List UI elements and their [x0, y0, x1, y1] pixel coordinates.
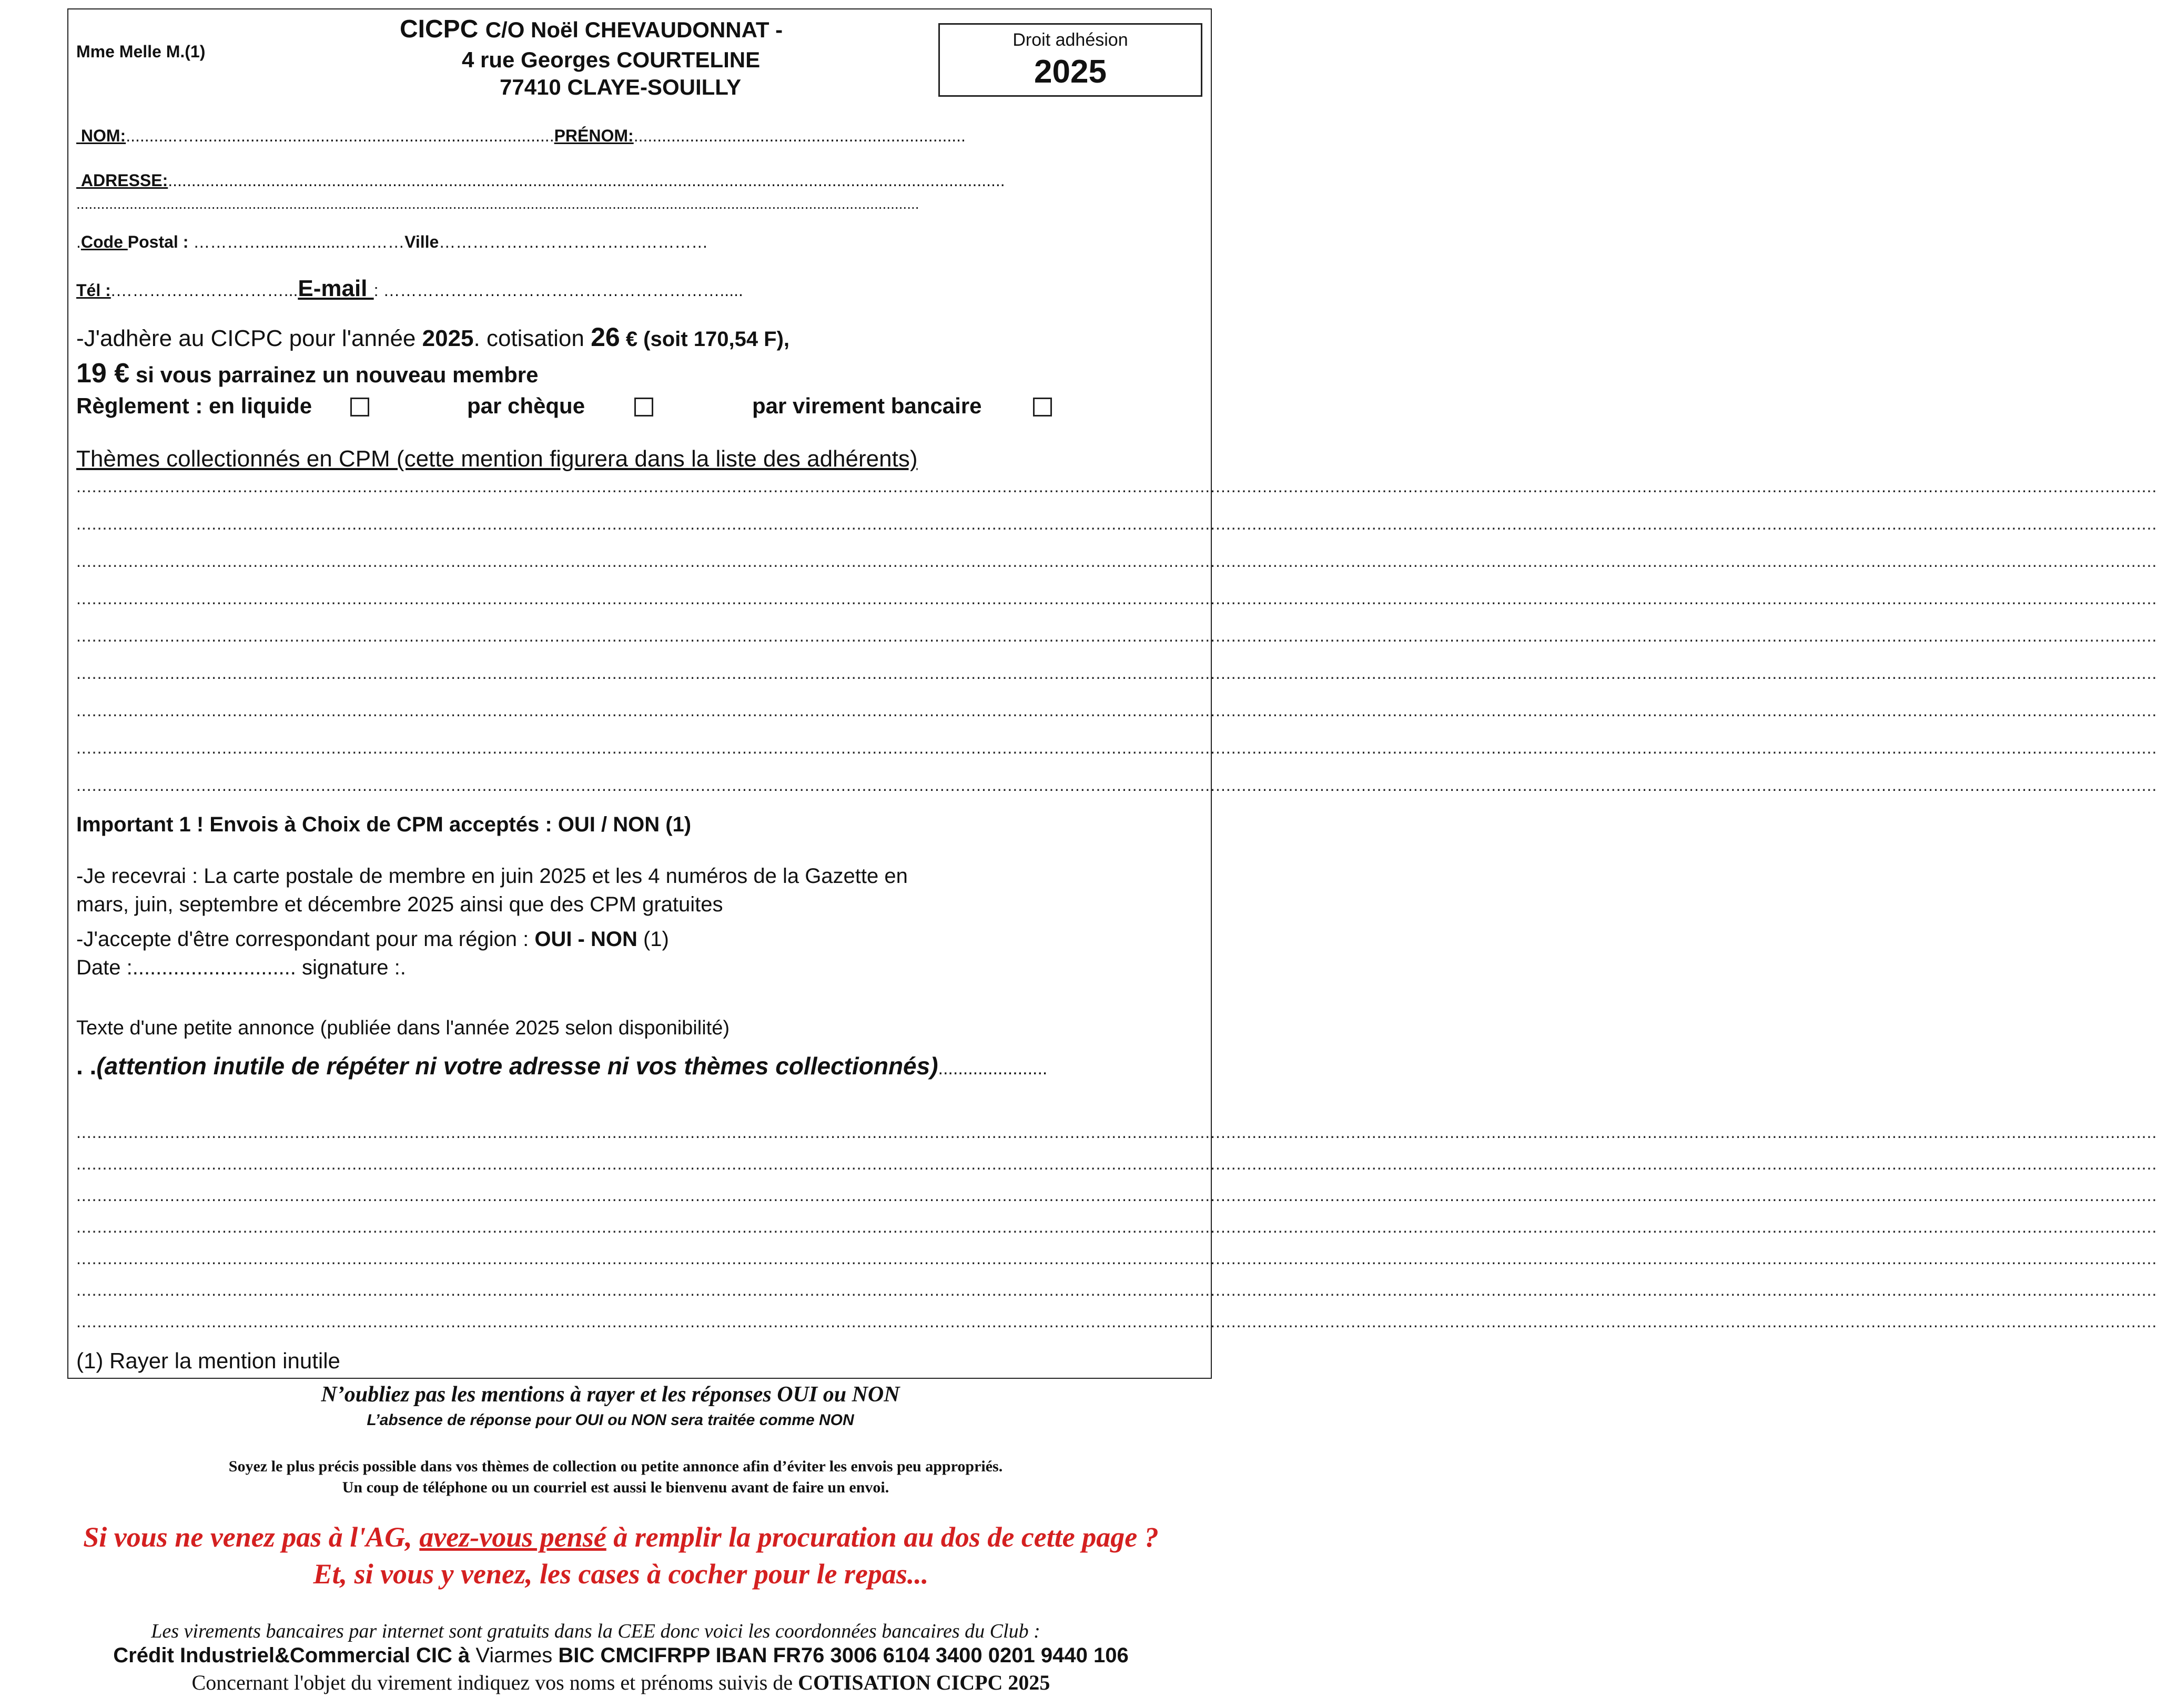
adresse-line: [76, 171, 1005, 190]
bank-codes: BIC CMCIFRPP IBAN FR76 3006 6104 3400 0201 9440 106: [558, 1644, 1129, 1667]
theme-line-4[interactable]: ................................................................................................................................................................................................................................................................................................................................................................................................................: [76, 589, 2157, 608]
membership-year: 2025: [422, 326, 474, 351]
annonce-note-prefix: . .: [76, 1052, 97, 1080]
annonce-line-1[interactable]: ................................................................................................................................................................................................................................................................................................................................................................................................................: [76, 1123, 2157, 1142]
annonce-line-5[interactable]: ................................................................................................................................................................................................................................................................................................................................................................................................................: [76, 1249, 2157, 1268]
ville-label: Ville: [404, 232, 439, 251]
nom-field[interactable]: ...........….............................................................................: [126, 126, 554, 145]
transfer-object-line: [0, 1670, 1242, 1695]
cp-ville-line: [76, 232, 708, 252]
prenom-label: PRÉNOM:: [554, 126, 634, 145]
org-street: 4 rue Georges COURTELINE: [462, 47, 761, 72]
ag-reminder-underlined: avez-vous pensé: [419, 1521, 606, 1553]
cp-label-rest: Postal :: [127, 232, 194, 251]
reminder-line2: L’absence de réponse pour OUI ou NON sera traitée comme NON: [367, 1411, 854, 1429]
annonce-note-line: [76, 1052, 1047, 1080]
correspondent-options[interactable]: OUI - NON: [534, 928, 637, 951]
membership-amount: 26: [591, 322, 620, 352]
themes-heading: Thèmes collectionnés en CPM (cette mention figurera dans la liste des adhérents): [76, 446, 918, 472]
adresse-field-line2[interactable]: ..............................................................................................................................................................................................................: [76, 196, 919, 212]
annonce-note-dots: ......................: [938, 1059, 1048, 1079]
sponsor-amount: 19 €: [76, 358, 130, 389]
payment-transfer-checkbox[interactable]: [1033, 398, 1052, 416]
correspondent-line: [76, 928, 669, 951]
correspondent-text: -J'accepte d'être correspondant pour ma région :: [76, 928, 535, 951]
cp-label: Code: [80, 232, 128, 251]
membership-amount-note: € (soit 170,54 F),: [620, 328, 790, 351]
correspondent-note: (1): [637, 928, 669, 951]
annonce-line-6[interactable]: ................................................................................................................................................................................................................................................................................................................................................................................................................: [76, 1280, 2157, 1299]
date-signature-field[interactable]: Date :............................ signature :.: [76, 956, 406, 979]
civility-options[interactable]: Mme Melle M.(1): [76, 42, 206, 61]
payment-cheque-label: par chèque: [467, 393, 585, 418]
email-field[interactable]: : …………………………………………………….....: [373, 281, 743, 300]
form-frame: [67, 8, 2157, 1379]
fee-box-year: 2025: [1034, 54, 1107, 90]
ville-field[interactable]: …………………………………………: [439, 232, 708, 251]
org-header-line1: [400, 15, 783, 44]
annonce-note: (attention inutile de répéter ni votre adresse ni vos thèmes collectionnés): [96, 1052, 938, 1080]
adresse-field[interactable]: ...................................................................................................................................................................................: [168, 171, 1005, 190]
theme-line-1[interactable]: ................................................................................................................................................................................................................................................................................................................................................................................................................: [76, 477, 2157, 496]
reminder-line1: N’oubliez pas les mentions à rayer et les réponses OUI ou NON: [321, 1382, 900, 1407]
bank-details-line: [0, 1644, 1242, 1668]
annonce-line-2[interactable]: ................................................................................................................................................................................................................................................................................................................................................................................................................: [76, 1154, 2157, 1173]
theme-line-9[interactable]: ................................................................................................................................................................................................................................................................................................................................................................................................................: [76, 776, 2157, 795]
payment-cash-checkbox[interactable]: [350, 398, 369, 416]
membership-text-b: . cotisation: [473, 326, 591, 351]
tel-label: Tél :: [76, 281, 111, 300]
annonce-line-4[interactable]: ................................................................................................................................................................................................................................................................................................................................................................................................................: [76, 1217, 2157, 1236]
tel-email-line: [76, 276, 743, 302]
annonce-line-last-1[interactable]: ................................................................................................................................................................................................................................................................................................................................................................................................................: [76, 1312, 2157, 1331]
payment-label: Règlement : en liquide: [76, 393, 312, 418]
important-choix-cpm[interactable]: Important 1 ! Envois à Choix de CPM acceptés : OUI / NON (1): [76, 813, 692, 836]
cp-prefix: .: [76, 232, 81, 251]
theme-line-2[interactable]: ................................................................................................................................................................................................................................................................................................................................................................................................................: [76, 514, 2157, 533]
fee-box: [938, 23, 1202, 97]
payment-transfer-label: par virement bancaire: [752, 393, 982, 418]
theme-line-7[interactable]: ................................................................................................................................................................................................................................................................................................................................................................................................................: [76, 701, 2157, 720]
bank-city: Viarmes: [475, 1644, 559, 1667]
transfer-object-ref: COTISATION CICPC 2025: [798, 1671, 1050, 1694]
nom-label: NOM:: [80, 126, 126, 145]
org-name: CICPC: [400, 15, 479, 43]
bank-intro: Les virements bancaires par internet sont gratuits dans la CEE donc voici les coordonnées bancaires du Club :: [151, 1620, 1040, 1642]
ag-reminder-line1: Si vous ne venez pas à l'AG, avez-vous pensé à remplir la procuration au dos de cette page ?: [83, 1521, 1159, 1553]
receive-line2: mars, juin, septembre et décembre 2025 ainsi que des CPM gratuites: [76, 893, 723, 916]
annonce-heading: Texte d'une petite annonce (publiée dans l'année 2025 selon disponibilité): [76, 1017, 730, 1039]
precision-line1: Soyez le plus précis possible dans vos thèmes de collection ou petite annonce afin d’éviter les envois peu appropriés.: [228, 1458, 1003, 1475]
transfer-object-text: Concernant l'objet du virement indiquez vos noms et prénoms suivis de: [191, 1671, 798, 1694]
ag-reminder-line2: Et, si vous y venez, les cases à cocher pour le repas...: [313, 1558, 929, 1590]
cp-field[interactable]: …………..................…..……: [193, 232, 405, 251]
membership-line1: [76, 322, 789, 352]
receive-line1: -Je recevrai : La carte postale de membre en juin 2025 et les 4 numéros de la Gazette en: [76, 865, 908, 888]
theme-line-6[interactable]: ................................................................................................................................................................................................................................................................................................................................................................................................................: [76, 664, 2157, 683]
fee-box-label: Droit adhésion: [1012, 30, 1128, 50]
membership-line2: [76, 358, 538, 389]
theme-line-8[interactable]: ................................................................................................................................................................................................................................................................................................................................................................................................................: [76, 738, 2157, 757]
nom-prenom-line: [76, 126, 966, 146]
email-label: E-mail: [298, 276, 374, 301]
adresse-label: ADRESSE:: [80, 171, 168, 190]
sponsor-text: si vous parrainez un nouveau membre: [129, 362, 539, 387]
org-city: 77410 CLAYE-SOUILLY: [500, 75, 742, 99]
footnote: (1) Rayer la mention inutile: [76, 1348, 340, 1373]
tel-field[interactable]: .…………………………...: [110, 281, 298, 300]
annonce-line-3[interactable]: ................................................................................................................................................................................................................................................................................................................................................................................................................: [76, 1186, 2157, 1205]
theme-line-3[interactable]: ................................................................................................................................................................................................................................................................................................................................................................................................................: [76, 552, 2157, 571]
bank-name: Crédit Industriel&Commercial CIC à: [113, 1644, 476, 1667]
precision-line2: Un coup de téléphone ou un courriel est aussi le bienvenu avant de faire un envoi.: [342, 1479, 889, 1496]
payment-cheque-checkbox[interactable]: [634, 398, 653, 416]
org-co: C/O Noël CHEVAUDONNAT -: [485, 17, 783, 42]
membership-text-a: -J'adhère au CICPC pour l'année: [76, 326, 422, 351]
prenom-field[interactable]: .......................................................................: [633, 126, 966, 145]
theme-line-5[interactable]: ................................................................................................................................................................................................................................................................................................................................................................................................................: [76, 626, 2157, 645]
